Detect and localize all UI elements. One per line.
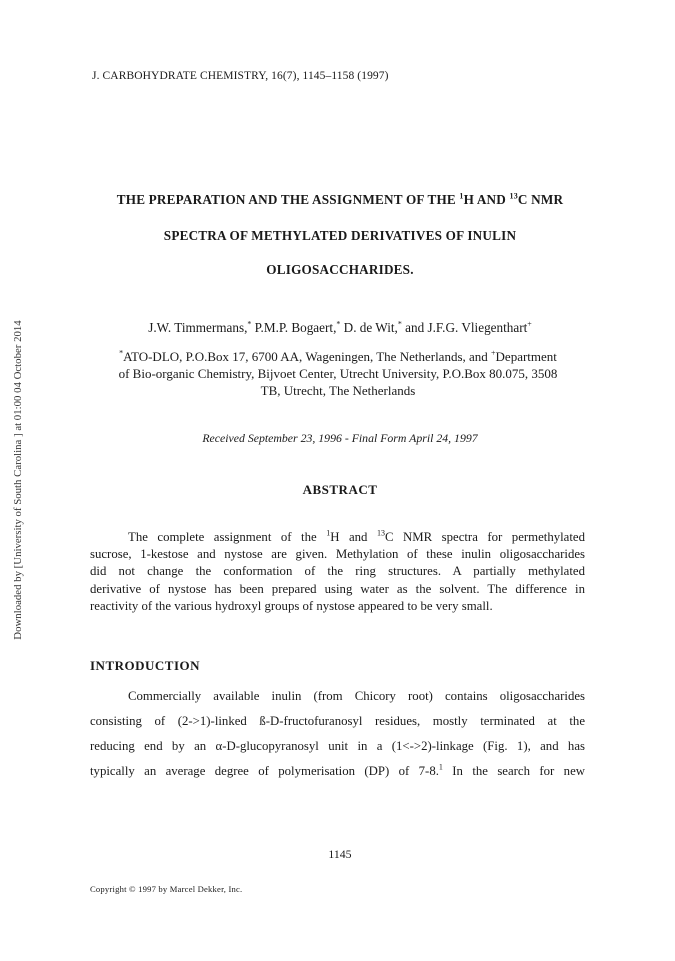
affiliation-mark: + <box>491 348 496 358</box>
abstract-text: C NMR spectra for permethylated <box>384 530 585 544</box>
title-line-3: OLIGOSACCHARIDES. <box>266 262 414 277</box>
abstract-text: H and <box>330 530 377 544</box>
sidebar <box>8 0 24 961</box>
affiliation-line-2: of Bio-organic Chemistry, Bijvoet Center, Utrecht University, P.O.Box 80.075, 3508 <box>118 366 558 381</box>
introduction-text: In the search for new <box>442 764 585 778</box>
superscript: 13 <box>509 191 518 201</box>
citation-superscript: 1 <box>438 762 443 772</box>
introduction-line: consisting of (2->1)-linked ß-D-fructofuranosyl residues, mostly terminated at the <box>90 714 585 728</box>
author-name: J.W. Timmermans, <box>148 320 248 335</box>
abstract-heading: ABSTRACT <box>302 482 378 497</box>
superscript: 13 <box>376 528 385 538</box>
abstract-text: The complete assignment of the <box>128 530 327 544</box>
author-list <box>60 320 620 336</box>
affiliation-text: Department <box>495 349 557 364</box>
abstract-line: did not change the conformation of the ring structures. A partially methylated <box>90 564 585 578</box>
introduction-line <box>90 689 585 704</box>
download-note: Downloaded by [University of South Carolina ] at 01:00 04 October 2014 <box>12 320 24 640</box>
copyright-notice: Copyright © 1997 by Marcel Dekker, Inc. <box>90 884 243 894</box>
title-text: H AND <box>463 192 510 207</box>
affiliation-text: ATO-DLO, P.O.Box 17, 6700 AA, Wageningen, The Netherlands, and <box>123 349 492 364</box>
abstract-line: reactivity of the various hydroxyl groups of nystose appeared to be very small. <box>90 599 493 613</box>
author-name: D. de Wit, <box>340 320 398 335</box>
title-line-2: SPECTRA OF METHYLATED DERIVATIVES OF INULIN <box>163 228 517 243</box>
abstract-line <box>90 530 585 545</box>
introduction-text: typically an average degree of polymerisation (DP) of 7-8. <box>90 764 439 778</box>
introduction-text: Commercially available inulin (from Chicory root) contains oligosaccharides <box>128 689 585 703</box>
affiliation-mark: * <box>397 319 402 329</box>
introduction-line <box>90 764 585 779</box>
superscript: 1 <box>326 528 331 538</box>
title-text: C NMR <box>517 192 564 207</box>
journal-citation: J. CARBOHYDRATE CHEMISTRY, 16(7), 1145–1158 (1997) <box>92 70 389 82</box>
author-name: and J.F.G. Vliegenthart <box>401 320 528 335</box>
author-name: P.M.P. Bogaert, <box>251 320 337 335</box>
affiliation-mark: * <box>119 348 124 358</box>
introduction-heading: INTRODUCTION <box>90 658 201 673</box>
affiliation-mark: * <box>247 319 252 329</box>
affiliation-mark: * <box>336 319 341 329</box>
abstract-line: derivative of nystose has been prepared using water as the solvent. The difference in <box>90 582 585 596</box>
affiliation-line-3: TB, Utrecht, The Netherlands <box>260 383 416 398</box>
title-line-1 <box>60 192 620 208</box>
abstract-line: sucrose, 1-kestose and nystose are given. Methylation of these inulin oligosaccharides <box>90 547 585 561</box>
affiliation-line-1 <box>88 349 588 366</box>
affiliation-mark: + <box>527 319 532 329</box>
superscript: 1 <box>459 191 464 201</box>
page-number: 1145 <box>328 847 352 861</box>
received-dates: Received September 23, 1996 - Final Form April 24, 1997 <box>202 431 478 445</box>
title-text: THE PREPARATION AND THE ASSIGNMENT OF THE <box>116 192 460 207</box>
introduction-line: reducing end by an α-D-glucopyranosyl unit in a (1<->2)-linkage (Fig. 1), and has <box>90 739 585 753</box>
